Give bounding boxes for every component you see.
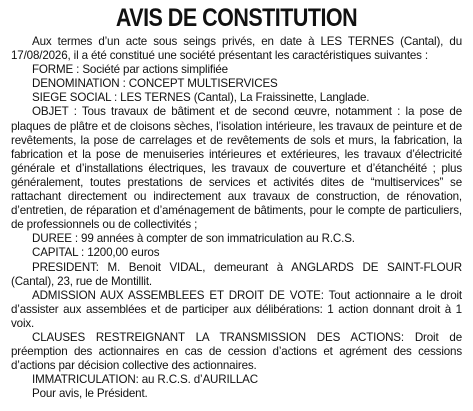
- president-paragraph: PRESIDENT: M. Benoit VIDAL, demeurant à ANGLARDS DE SAINT-FLOUR (Cantal), 23, rue de Montillit.: [11, 260, 462, 288]
- admission-paragraph: ADMISSION AUX ASSEMBLEES ET DROIT DE VOTE: Tout actionnaire a le droit d’assister aux assemblées et de participer aux délibérations: 1 action donnant droit à 1 voix.: [11, 288, 462, 330]
- objet-paragraph: OBJET : Tous travaux de bâtiment et de second œuvre, notamment : la pose de plaques de plâtre et de cloisons sèches, l’isolation intérieure, les travaux de peinture et de revêtements, la pose de carrelages et de revêtements de sols et murs, la fabrication, la fabrication et la pose de menuiseries intérieures et extérieures, les travaux d’électricité générale et d’installations électriques, les travaux de couverture et d’étanchéité ; plus généralement, toutes prestations de services et activités dites de “multiservices” se rattachant directement ou indirectement aux travaux de construction, de rénovation, d’entretien, de réparation et d’aménagement de bâtiments, pour le compte de particuliers, de professionnels ou de collectivités ;: [11, 105, 462, 232]
- clauses-paragraph: CLAUSES RESTREIGNANT LA TRANSMISSION DES ACTIONS: Droit de préemption des actionnaires en cas de cession d’actions et agrément des cessions d’actions par décision collective des actionnaires.: [11, 330, 462, 373]
- siege-social-paragraph: SIEGE SOCIAL : LES TERNES (Cantal), La Fraissinette, Langlade.: [32, 91, 370, 105]
- notice-title: AVIS DE CONSTITUTION: [115, 4, 358, 32]
- capital-paragraph: CAPITAL : 1200,00 euros: [32, 246, 160, 260]
- notice-body: [11, 35, 462, 401]
- immatriculation-paragraph: IMMATRICULATION: au R.C.S. d’AURILLAC: [32, 373, 258, 387]
- legal-notice: [11, 0, 462, 408]
- denomination-paragraph: DENOMINATION : CONCEPT MULTISERVICES: [32, 77, 278, 91]
- forme-paragraph: FORME : Société par actions simplifiée: [32, 63, 228, 77]
- intro-paragraph: Aux termes d’un acte sous seings privés, en date à LES TERNES (Cantal), du 17/08/2026, il a été constitué une société présentant les caractéristiques suivantes :: [11, 35, 462, 63]
- duree-paragraph: DUREE : 99 années à compter de son immatriculation au R.C.S.: [32, 232, 355, 246]
- signature-paragraph: Pour avis, le Président.: [32, 387, 148, 401]
